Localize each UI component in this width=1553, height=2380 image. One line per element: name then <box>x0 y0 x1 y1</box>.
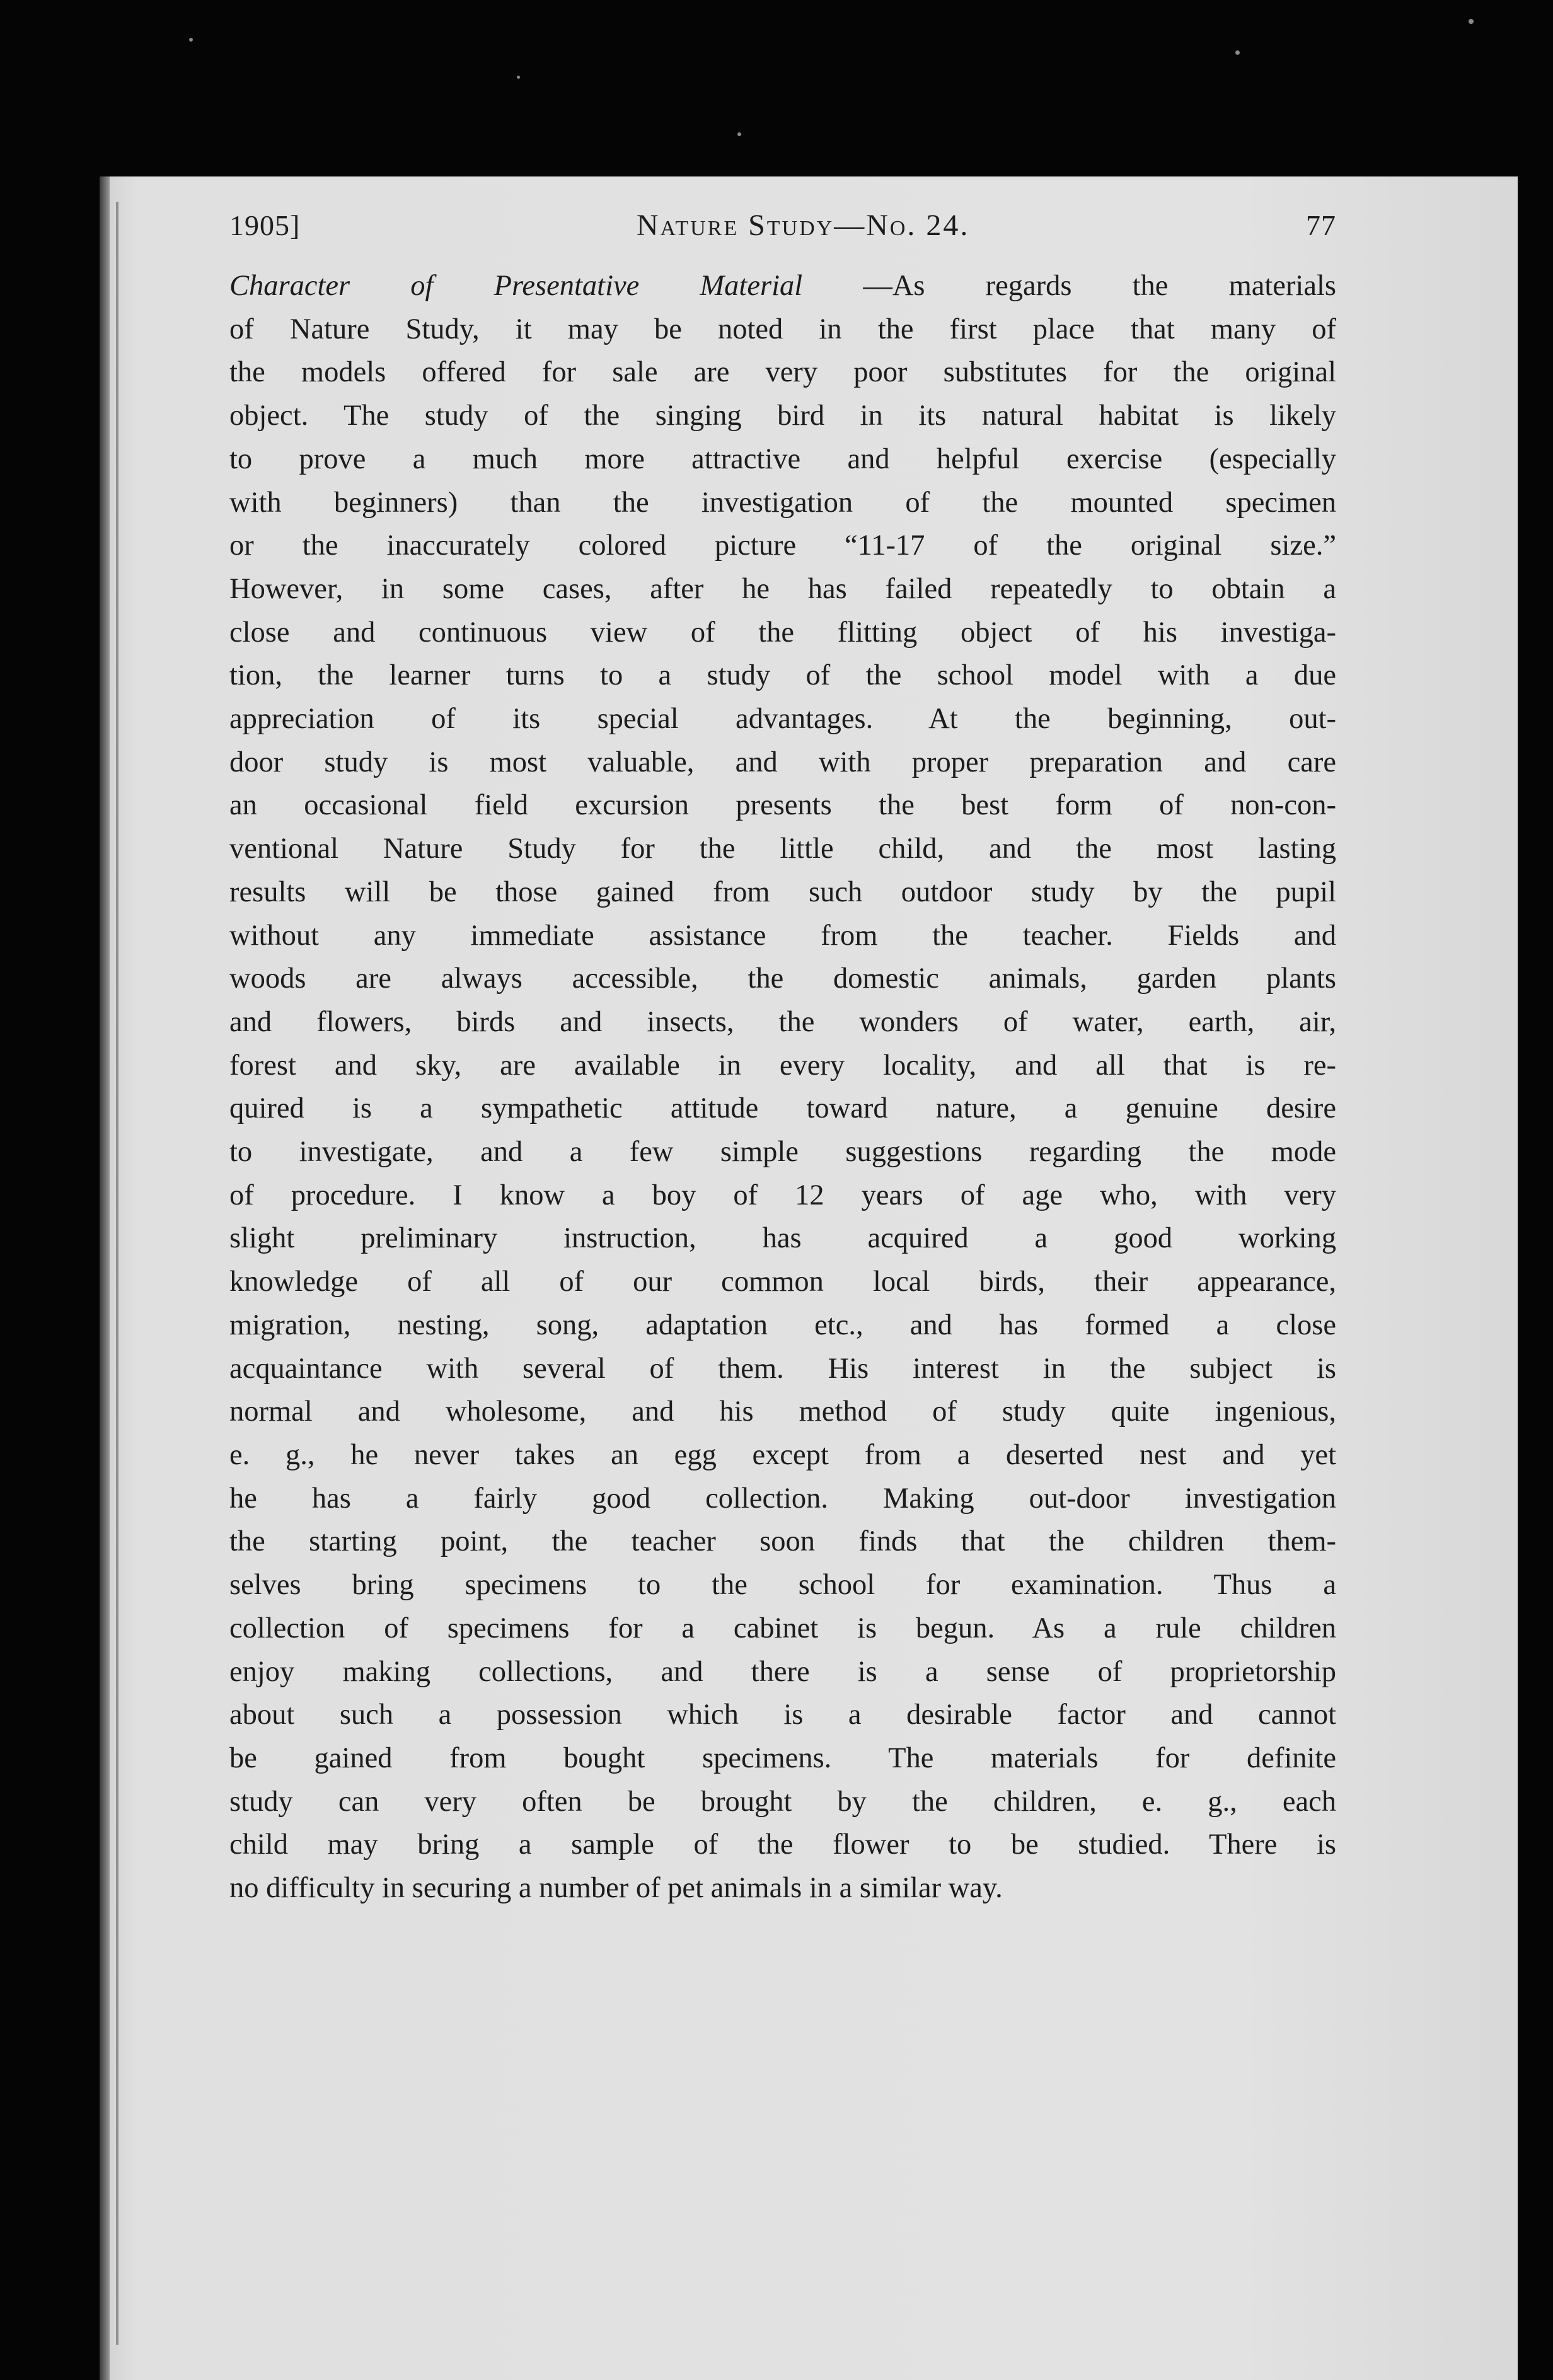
paragraph-line: he has a fairly good collection. Making out-door investigation <box>229 1482 1336 1515</box>
body-paragraph <box>229 265 1336 1910</box>
page-content <box>229 208 1336 1910</box>
scan-speck <box>189 38 193 42</box>
scan-speck <box>1235 50 1240 55</box>
paragraph-line: woods are always accessible, the domestic animals, garden plants <box>229 962 1336 995</box>
scan-speck <box>1469 19 1474 24</box>
paragraph-line: collection of specimens for a cabinet is begun. As a rule children <box>229 1612 1336 1644</box>
paragraph-line: be gained from bought specimens. The materials for definite <box>229 1742 1336 1774</box>
paragraph-line: However, in some cases, after he has failed repeatedly to obtain a <box>229 572 1336 605</box>
paragraph-line: of procedure. I know a boy of 12 years of age who, with very <box>229 1179 1336 1211</box>
paragraph-line-text: —As regards the materials <box>802 270 1336 302</box>
page-number: 77 <box>1305 209 1336 241</box>
paragraph-line: acquaintance with several of them. His interest in the subject is <box>229 1352 1336 1385</box>
paragraph-line: about such a possession which is a desirable factor and cannot <box>229 1699 1336 1731</box>
paragraph-line: with beginners) than the investigation of the mounted specimen <box>229 486 1336 519</box>
paragraph-line: object. The study of the singing bird in its natural habitat is likely <box>229 400 1336 432</box>
paragraph-line: ventional Nature Study for the little child, and the most lasting <box>229 833 1336 865</box>
running-head-title: Nature Study—No. 24. <box>636 209 970 242</box>
running-head <box>229 208 1336 258</box>
paragraph-line: without any immediate assistance from the teacher. Fields and <box>229 919 1336 952</box>
paragraph-line: an occasional field excursion presents the best form of non-con- <box>229 789 1336 822</box>
running-head-year: 1905] <box>229 209 301 241</box>
scan-speck <box>737 132 741 136</box>
paragraph-line: slight preliminary instruction, has acquired a good working <box>229 1222 1336 1255</box>
scan-speck <box>517 76 520 79</box>
section-heading: Character of Presentative Material <box>229 270 803 302</box>
paragraph-line: the starting point, the teacher soon finds that the children them- <box>229 1525 1336 1558</box>
paragraph-line: to investigate, and a few simple suggestions regarding the mode <box>229 1136 1336 1169</box>
paragraph-line: enjoy making collections, and there is a sense of proprietorship <box>229 1655 1336 1688</box>
paragraph-line: migration, nesting, song, adaptation etc., and has formed a close <box>229 1308 1336 1341</box>
paragraph-line: results will be those gained from such outdoor study by the pupil <box>229 875 1336 908</box>
paragraph-line: and flowers, birds and insects, the wonders of water, earth, air, <box>229 1005 1336 1038</box>
paragraph-line: normal and wholesome, and his method of study quite ingenious, <box>229 1395 1336 1428</box>
paragraph-line: door study is most valuable, and with proper preparation and care <box>229 746 1336 778</box>
paragraph-line: e. g., he never takes an egg except from a deserted nest and yet <box>229 1438 1336 1471</box>
paragraph-line: knowledge of all of our common local birds, their appearance, <box>229 1266 1336 1298</box>
paragraph-line: child may bring a sample of the flower to be studied. There is <box>229 1828 1336 1861</box>
paragraph-line <box>229 265 1336 308</box>
paragraph-line: study can very often be brought by the children, e. g., each <box>229 1785 1336 1818</box>
paragraph-line: quired is a sympathetic attitude toward nature, a genuine desire <box>229 1092 1336 1125</box>
binding-gutter <box>116 202 118 2345</box>
paragraph-line: no difficulty in securing a number of pet animals in a similar way. <box>229 1872 1003 1905</box>
paragraph-line: or the inaccurately colored picture “11-17 of the original size.” <box>229 529 1336 562</box>
paragraph-line: the models offered for sale are very poor substitutes for the original <box>229 356 1336 389</box>
paragraph-line: selves bring specimens to the school for examination. Thus a <box>229 1569 1336 1602</box>
paragraph-line: of Nature Study, it may be noted in the first place that many of <box>229 313 1336 345</box>
page-edge-shadow <box>100 176 110 2380</box>
paragraph-line: appreciation of its special advantages. At the beginning, out- <box>229 703 1336 736</box>
paragraph-line: to prove a much more attractive and helpful exercise (especially <box>229 442 1336 475</box>
paragraph-line: tion, the learner turns to a study of the school model with a due <box>229 659 1336 692</box>
paragraph-line: forest and sky, are available in every locality, and all that is re- <box>229 1049 1336 1082</box>
paragraph-line: close and continuous view of the flitting object of his investiga- <box>229 616 1336 649</box>
